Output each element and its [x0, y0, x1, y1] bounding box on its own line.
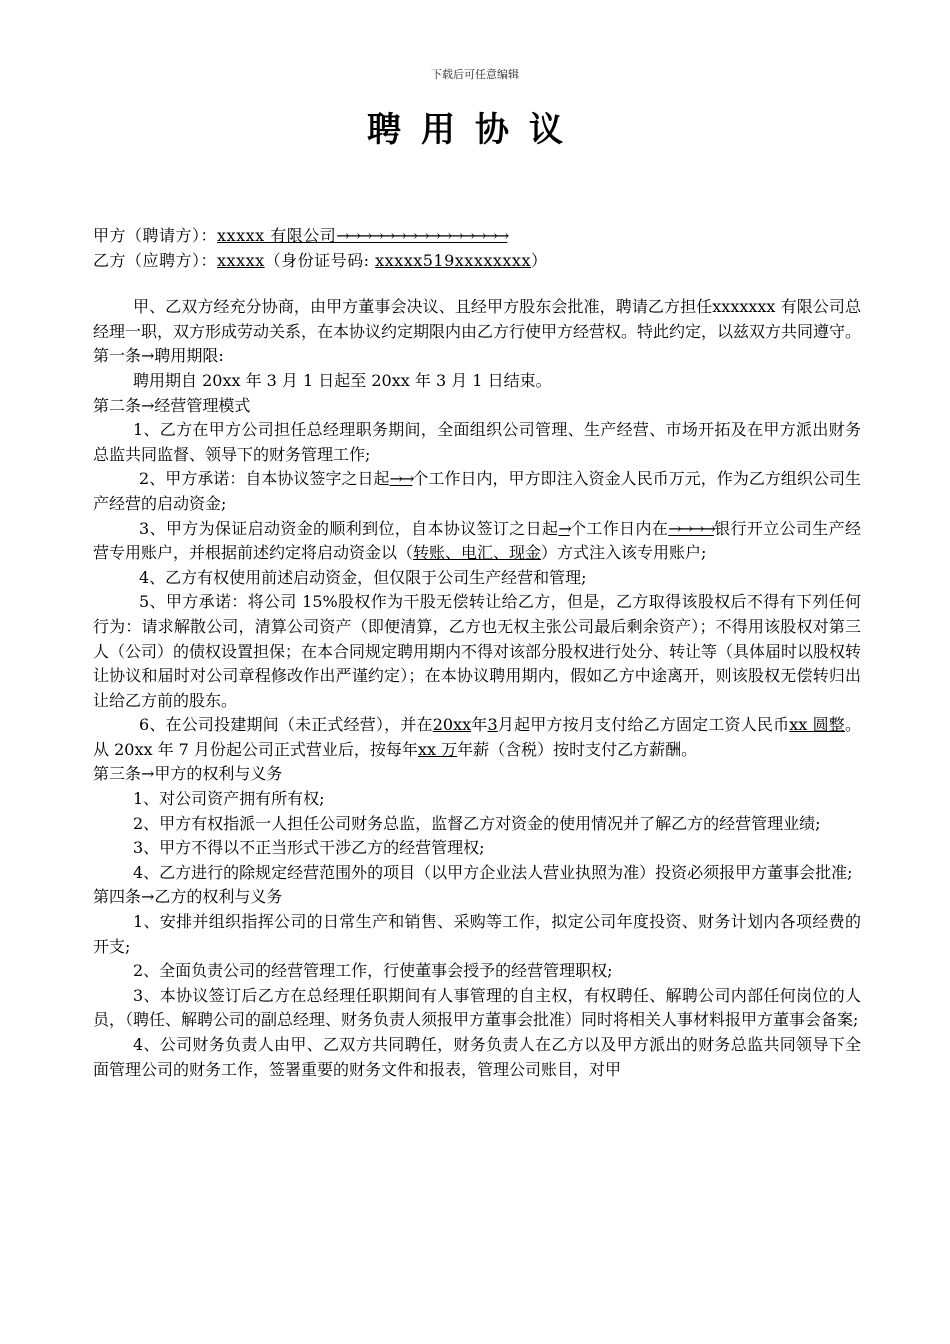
- intro-paragraph: 甲、乙双方经充分协商，由甲方董事会决议、且经甲方股东会批准，聘请乙方担任xxxxxxx 有限公司总经理一职，双方形成劳动关系，在本协议约定期限内由乙方行使甲方经营权。特此约定，以兹双方共同遵守。: [93, 297, 862, 341]
- tab-arrow: →: [141, 764, 155, 784]
- article-number: 第一条: [93, 346, 142, 366]
- article-4-item-1: 1、安排并组织指挥公司的日常生产和销售、采购等工作，拟定公司年度投资、财务计划内各项经费的开支;: [93, 912, 861, 956]
- article-2-item-1: 1、乙方在甲方公司担任总经理职务期间，全面组织公司管理、生产经营、市场开拓及在甲方派出财务总监共同监督、领导下的财务管理工作;: [93, 420, 861, 464]
- item-text: 年: [471, 715, 488, 735]
- article-3-item-3: 3、甲方不得以不正当形式干涉乙方的经营管理权;: [133, 838, 485, 858]
- article-number: 第三条: [93, 764, 142, 784]
- article-1-heading: [93, 344, 861, 369]
- article-title: 经营管理模式: [154, 395, 251, 415]
- article-2-item-4: 4、乙方有权使用前述启动资金，但仅限于公司生产经营和管理;: [139, 567, 587, 587]
- item-text: 6、在公司投建期间（未正式经营），并在: [139, 715, 433, 735]
- payment-methods: 转账、电汇、现金: [413, 543, 542, 563]
- item-text: 3、甲方为保证启动资金的顺利到位，自本协议签订之日起: [139, 518, 559, 538]
- item-text: 个工作日内，甲方即注入资金人民币万元，作为乙方组织公司生产经营的启动资金;: [93, 469, 861, 513]
- item-text: 银行开立公司生产经营专用账户，并根据前述约定将启动资金以（: [93, 518, 861, 563]
- item-text: ）方式注入该专用账户;: [541, 543, 707, 563]
- item-text: 。从 20xx 年 7 月份起公司正式营业后，按每年: [93, 715, 861, 759]
- party-b-line: [93, 249, 861, 274]
- party-b-name: xxxxx: [217, 250, 265, 270]
- article-1-text: 聘用期自 20xx 年 3 月 1 日起至 20xx 年 3 月 1 日结束。: [133, 370, 552, 390]
- article-4-item-4: 4、公司财务负责人由甲、乙双方共同聘任，财务负责人在乙方以及甲方派出的财务总监共同领导下全面管理公司的财务工作，签署重要的财务文件和报表，管理公司账目，对甲: [93, 1035, 861, 1079]
- article-2-item-5: 5、甲方承诺：将公司 15%股权作为干股无偿转让给乙方，但是，乙方取得该股权后不得有下列任何行为：请求解散公司，清算公司资产（即便清算，乙方也无权主张公司最后剩余资产）；不得用该股权对第三人（公司）的债权设置担保；在本合同规定聘用期内不得对该部分股权进行处分、转让等（具体届时以股权转让协议和届时对公司章程修改作出严谨约定）；在本协议聘用期内，假如乙方中途离开，则该股权无偿转归出让给乙方前的股东。: [93, 592, 862, 710]
- document-body: [93, 224, 861, 1082]
- party-a-line: [93, 224, 861, 249]
- document-title: 聘用协议: [367, 110, 583, 150]
- start-month: 3: [487, 715, 498, 735]
- item-text: 2、甲方承诺：自本协议签字之日起: [139, 469, 390, 489]
- article-title: 乙方的权利与义务: [154, 887, 283, 907]
- article-4-heading: [93, 885, 861, 910]
- party-a-blank: →→→→→→→→→→→→→→→: [336, 226, 508, 245]
- tab-arrow: →: [141, 346, 155, 366]
- article-title: 聘用期限:: [154, 346, 224, 366]
- article-3-item-4: 4、乙方进行的除规定经营范围外的项目（以甲方企业法人营业执照为准）投资必须报甲方董事会批准;: [133, 862, 853, 882]
- item-text: 个工作日内在: [569, 518, 669, 538]
- party-b-label: 乙方（应聘方）：: [93, 250, 218, 270]
- monthly-salary: xx 圆整: [789, 715, 845, 735]
- article-4-item-3: 3、本协议签订后乙方在总经理任职期间有人事管理的自主权，有权聘任、解聘公司内部任何岗位的人员，（聘任、解聘公司的副总经理、财务负责人须报甲方董事会批准）同时将相关人事材料报甲方董事会备案;: [93, 985, 861, 1030]
- item-text: 月起甲方按月支付给乙方固定工资人民币: [497, 715, 790, 735]
- party-a-name: xxxxx 有限公司: [217, 226, 337, 245]
- article-number: 第四条: [93, 887, 142, 907]
- article-2-item-3: [93, 517, 861, 566]
- article-3-item-1: 1、对公司资产拥有所有权;: [133, 789, 325, 809]
- article-3-heading: [93, 762, 861, 787]
- start-year: 20xx: [432, 715, 472, 735]
- tab-arrow: →: [141, 887, 155, 907]
- article-2-item-6: [93, 713, 861, 762]
- party-a-label: 甲方（聘请方）：: [93, 226, 218, 245]
- party-b-id-prefix: （身份证号码:: [264, 250, 376, 270]
- annual-salary: xx 万: [417, 739, 458, 759]
- article-3-item-2: 2、甲方有权指派一人担任公司财务总监，监督乙方对资金的使用情况并了解乙方的经营管理业绩;: [133, 813, 821, 833]
- article-2-heading: [93, 394, 861, 419]
- tab-arrow: →: [141, 395, 155, 415]
- article-number: 第二条: [93, 395, 142, 415]
- article-2-item-2: [93, 467, 861, 516]
- header-note: 下载后可任意编辑: [431, 68, 519, 81]
- article-title: 甲方的权利与义务: [154, 764, 283, 784]
- item-text: 年薪（含税）按时支付乙方薪酬。: [457, 739, 698, 759]
- party-b-id-suffix: ）: [530, 250, 548, 270]
- article-4-item-2: 2、全面负责公司的经营管理工作，行使董事会授予的经营管理职权;: [133, 961, 613, 981]
- blank-field: →→→→: [668, 518, 714, 538]
- party-b-id-value: xxxxx519xxxxxxxx: [375, 250, 531, 270]
- blank-field: →→: [389, 469, 413, 489]
- blank-field: →: [558, 518, 570, 538]
